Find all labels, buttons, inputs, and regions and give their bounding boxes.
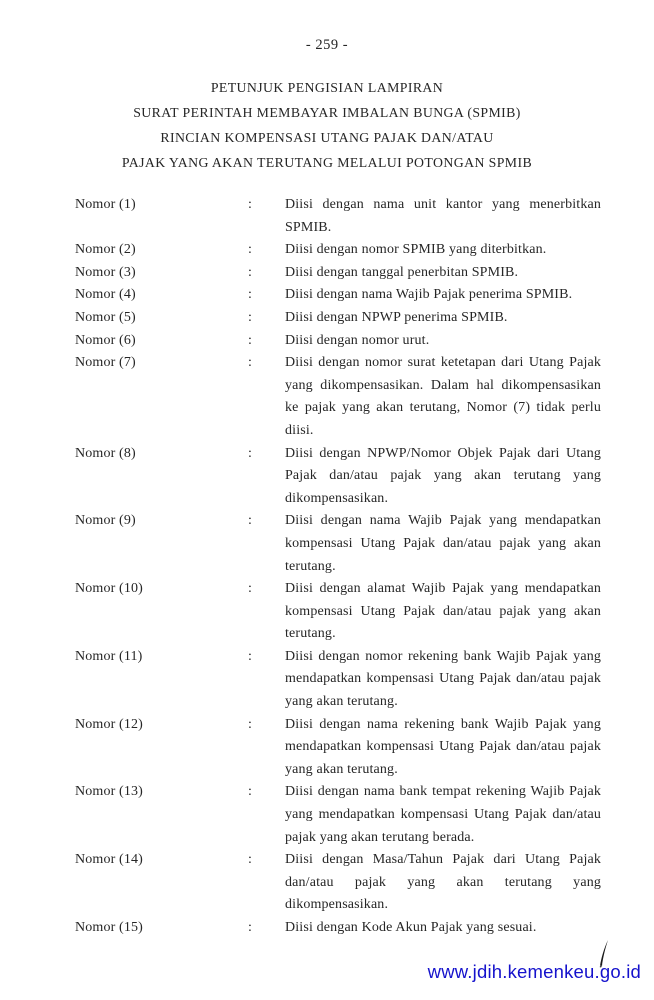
item-separator: : <box>248 264 253 280</box>
item-separator: : <box>248 309 253 325</box>
instruction-row <box>75 262 654 285</box>
item-label: Nomor (14) <box>75 852 143 868</box>
instruction-row <box>75 239 654 262</box>
item-separator: : <box>248 332 253 348</box>
instruction-row <box>75 352 654 442</box>
item-description: Diisi dengan nomor urut. <box>285 332 430 348</box>
item-label: Nomor (13) <box>75 784 143 800</box>
instruction-list <box>0 194 654 940</box>
item-description: Diisi dengan nama rekening bank Wajib Pajak yang mendapatkan kompensasi Utang Pajak dan/atau pajak yang akan terutang. <box>285 716 601 777</box>
instruction-row <box>75 917 654 940</box>
item-separator: : <box>248 852 253 868</box>
document-title <box>0 75 654 175</box>
item-description: Diisi dengan nama bank tempat rekening Wajib Pajak yang mendapatkan kompensasi Utang Pajak dan/atau pajak yang akan terutang berada. <box>285 784 601 845</box>
item-separator: : <box>248 648 253 664</box>
item-label: Nomor (4) <box>75 287 136 303</box>
item-description: Diisi dengan alamat Wajib Pajak yang mendapatkan kompensasi Utang Pajak dan/atau pajak yang akan terutang. <box>285 581 601 642</box>
item-description: Diisi dengan NPWP/Nomor Objek Pajak dari Utang Pajak dan/atau pajak yang akan terutang yang dikompensasikan. <box>285 445 601 506</box>
item-label: Nomor (2) <box>75 242 136 258</box>
instruction-row <box>75 307 654 330</box>
item-description: Diisi dengan nomor rekening bank Wajib Pajak yang mendapatkan kompensasi Utang Pajak dan/atau pajak yang akan terutang. <box>285 648 601 710</box>
item-label: Nomor (12) <box>75 716 143 732</box>
item-label: Nomor (11) <box>75 648 143 664</box>
item-label: Nomor (7) <box>75 355 136 371</box>
item-description: Diisi dengan nomor surat ketetapan dari Utang Pajak yang dikompensasikan. Dalam hal dikompensasikan ke pajak yang akan terutang, Nomor (7) tidak perlu diisi. <box>285 355 601 438</box>
item-description: Diisi dengan tanggal penerbitan SPMIB. <box>285 264 519 280</box>
item-description: Diisi dengan nama Wajib Pajak yang mendapatkan kompensasi Utang Pajak dan/atau pajak yang akan terutang. <box>285 513 601 574</box>
jdih-watermark-url: www.jdih.kemenkeu.go.id <box>427 961 641 982</box>
instruction-row <box>75 781 654 849</box>
instruction-row <box>75 578 654 646</box>
item-separator: : <box>248 920 253 935</box>
instruction-row <box>75 443 654 511</box>
instruction-row <box>75 714 654 782</box>
item-description: Diisi dengan Masa/Tahun Pajak dari Utang Pajak dan/atau pajak yang akan terutang yang dikompensasikan. <box>285 852 601 913</box>
item-label: Nomor (1) <box>75 197 136 212</box>
item-description: Diisi dengan nama unit kantor yang menerbitkan SPMIB. <box>285 197 601 235</box>
item-label: Nomor (15) <box>75 920 143 935</box>
item-separator: : <box>248 513 253 529</box>
title-line-1: PETUNJUK PENGISIAN LAMPIRAN <box>210 80 444 95</box>
title-line-2: SURAT PERINTAH MEMBAYAR IMBALAN BUNGA (SPMIB) <box>133 105 521 120</box>
item-label: Nomor (9) <box>75 513 136 529</box>
item-label: Nomor (3) <box>75 264 136 280</box>
item-separator: : <box>248 716 253 732</box>
instruction-row <box>75 194 654 239</box>
title-line-4: PAJAK YANG AKAN TERUTANG MELALUI POTONGAN SPMIB <box>121 155 533 170</box>
item-label: Nomor (5) <box>75 309 136 325</box>
item-separator: : <box>248 242 253 258</box>
item-label: Nomor (8) <box>75 445 136 461</box>
item-label: Nomor (6) <box>75 332 136 348</box>
instruction-row <box>75 330 654 353</box>
instruction-row <box>75 646 654 714</box>
title-line-3: RINCIAN KOMPENSASI UTANG PAJAK DAN/ATAU <box>160 130 494 145</box>
item-label: Nomor (10) <box>75 581 143 597</box>
item-separator: : <box>248 197 253 212</box>
item-description: Diisi dengan Kode Akun Pajak yang sesuai. <box>285 920 537 935</box>
item-description: Diisi dengan nomor SPMIB yang diterbitkan. <box>285 242 547 258</box>
item-separator: : <box>248 287 253 303</box>
item-separator: : <box>248 784 253 800</box>
item-separator: : <box>248 355 253 371</box>
instruction-row <box>75 284 654 307</box>
item-separator: : <box>248 445 253 461</box>
instruction-row <box>75 510 654 578</box>
item-description: Diisi dengan NPWP penerima SPMIB. <box>285 309 508 325</box>
item-description: Diisi dengan nama Wajib Pajak penerima SPMIB. <box>285 287 573 303</box>
page-number: - 259 - <box>305 37 349 53</box>
item-separator: : <box>248 581 253 597</box>
instruction-row <box>75 849 654 917</box>
